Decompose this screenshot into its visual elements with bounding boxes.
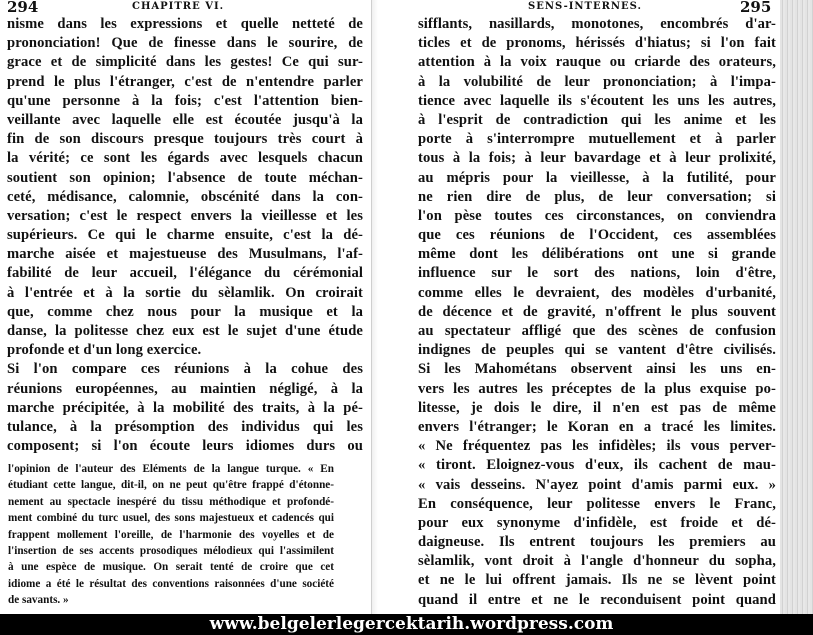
text-line: pour eux synonyme d'infidèle, est froide et dé- (418, 514, 776, 531)
text-line: « tiront. Eloignez-vous d'eux, ils cachent de mau- (418, 457, 776, 474)
text-line: au spectateur affligé que des scènes de confusion (418, 323, 776, 339)
footnote-line: idiome a été le résultat des conventions raisonnées d'une société (8, 577, 334, 590)
text-line: Si l'on compare ces réunions à la cohue des (7, 361, 363, 378)
text-line: soutient son opinion; l'absence de toute méchan- (7, 169, 363, 186)
footnote-line: nement au spectacle inespéré du tissu méthodique et profondé- (8, 495, 334, 508)
text-line: tous à la fois; à leur bavardage et à leur prolixité, (418, 150, 776, 167)
text-line: versation; c'est le respect envers la vieillesse et les (7, 207, 363, 224)
text-line: prend le plus l'étranger, c'est de n'entendre parler (7, 73, 363, 90)
text-line: au mépris pour la vieillesse, à la futilité, pour (418, 169, 776, 186)
text-line: litesse, je dois le dire, il n'en est pas de même (418, 399, 776, 416)
right-body-text (418, 15, 776, 610)
text-line: quand il entre et ne le reconduisent point quand (418, 591, 776, 608)
text-line: à l'esprit de contradiction qui les anime et les (418, 111, 776, 128)
text-line: et ne le lui offrent jamais. Ils ne se lèvent point (418, 572, 776, 589)
text-line: de décence et de gravité, n'offrent le plus souvent (418, 303, 776, 320)
left-page-number: 294 (7, 0, 39, 16)
text-line: fabilité de leur accueil, l'élégance du cérémonial (7, 265, 363, 282)
text-line: sifflants, nasillards, monotones, encombrés d'ar- (418, 16, 776, 32)
text-line: supérieurs. Ce qui le charme ensuite, c'est la dé- (7, 227, 363, 244)
text-line: ticles et de pronoms, hérissés d'hiatus; si l'on fait (418, 35, 776, 52)
text-line: marche aisée et majestueuse des Musulmans, l'af- (7, 246, 363, 263)
footnote-line: étudiant cette langue, dit-il, on ne peut qu'être frappé d'étonne- (8, 479, 334, 492)
footnote-line: frappent mollement l'oreille, de l'harmonie des voyelles et de (8, 528, 334, 541)
scrollbar[interactable] (780, 0, 813, 614)
text-line: ceté, médisance, calomnie, obscénité dans la con- (7, 188, 363, 205)
text-line: Si les Mahométans observent ainsi les uns en- (418, 361, 776, 378)
footnote-line: ment combiné du turc usuel, des sons majestueux et cadencés qui (8, 512, 334, 525)
text-line: attention à la voix rauque ou criarde des orateurs, (418, 54, 776, 71)
text-line: qu'une personne à la fois; c'est l'attention bien- (7, 92, 363, 109)
text-line: danse, la politesse chez eux est le sujet d'une étude (7, 323, 363, 339)
left-running-head: CHAPITRE VI. (132, 1, 225, 12)
text-line: prononciation! Que de finesse dans le sourire, de (7, 35, 363, 52)
footnote (8, 461, 334, 609)
text-line: daigneuse. Ils entrent toujours les premiers au (418, 534, 776, 551)
text-line: En conséquence, leur politesse envers le Franc, (418, 495, 776, 512)
text-line: envers l'étranger; le Koran en a tracé les limites. (418, 418, 776, 435)
text-line: à l'entrée et à la sortie du sèlamlik. On croirait (7, 284, 363, 301)
text-line: profonde et d'un long exercice. (7, 342, 202, 359)
text-line: la vérité; ce sont les égards avec lesquels chacun (7, 150, 363, 167)
text-line: vers les autres les préceptes de la plus exquise po- (418, 380, 776, 397)
left-page (0, 0, 372, 614)
watermark-banner: www.belgelerlegercektarih.wordpress.com (0, 614, 813, 635)
text-line: « vais desseins. N'ayez point d'amis parmi eux. » (418, 476, 776, 493)
footnote-line: à une espèce de musique. On serait tenté de croire que cet (8, 561, 334, 574)
text-line: tulance, à la présomption des individus qui les (7, 418, 363, 435)
text-line: que ces réunions de l'Occident, ces assemblées (418, 227, 776, 244)
left-body-text (7, 15, 363, 456)
footnote-line: l'opinion de l'auteur des Eléments de la langue turque. « En (8, 463, 334, 475)
text-line: ne rien dire de plus, de leur conversation; si (418, 188, 776, 205)
text-line: « Ne fréquentez pas les infidèles; ils vous perver- (418, 438, 776, 455)
text-line: indignes de peuples qui se vantent d'être civilisés. (418, 342, 776, 359)
footnote-line: de savants. » (8, 594, 69, 607)
text-line: composent; si l'on écoute leurs idiomes durs ou (7, 438, 363, 455)
text-line: que, comme chez nous pour la musique et la (7, 303, 363, 320)
text-line: sèlamlik, vont droit à l'angle d'honneur du sopha, (418, 553, 776, 570)
text-line: même dont les délibérations ont une si grande (418, 246, 776, 263)
text-line: marche précipitée, à la mobilité des traits, à la pé- (7, 399, 363, 416)
text-line: influence sur le sort des nations, loin d'être, (418, 265, 776, 282)
text-line: comme elles le devraient, des modèles d'urbanité, (418, 284, 776, 301)
text-line: grace et de simplicité dans les gestes! Ce qui sur- (7, 54, 363, 71)
text-line: veillante avec laquelle elle est écoutée jusqu'à la (7, 111, 363, 128)
text-line: réunions européennes, au maintien négligé, à la (7, 380, 363, 397)
text-line: l'on pèse toutes ces circonstances, on conviendra (418, 207, 776, 224)
right-page (378, 0, 780, 614)
footnote-line: l'insertion de ses accents prosodiques mélodieux qui l'assimilent (8, 544, 334, 557)
text-line: tience avec laquelle ils s'écoutent les uns les autres, (418, 92, 776, 109)
right-running-head: SENS-INTERNES. (528, 1, 643, 12)
right-page-number: 295 (740, 0, 772, 16)
text-line: nisme dans les expressions et quelle netteté de (7, 16, 363, 32)
text-line: à la volubilité de leur prononciation; à l'impa- (418, 73, 776, 90)
text-line: fin de son discours presque toujours très court à (7, 131, 363, 148)
text-line: porte à s'interrompre mutuellement et à parler (418, 131, 776, 148)
